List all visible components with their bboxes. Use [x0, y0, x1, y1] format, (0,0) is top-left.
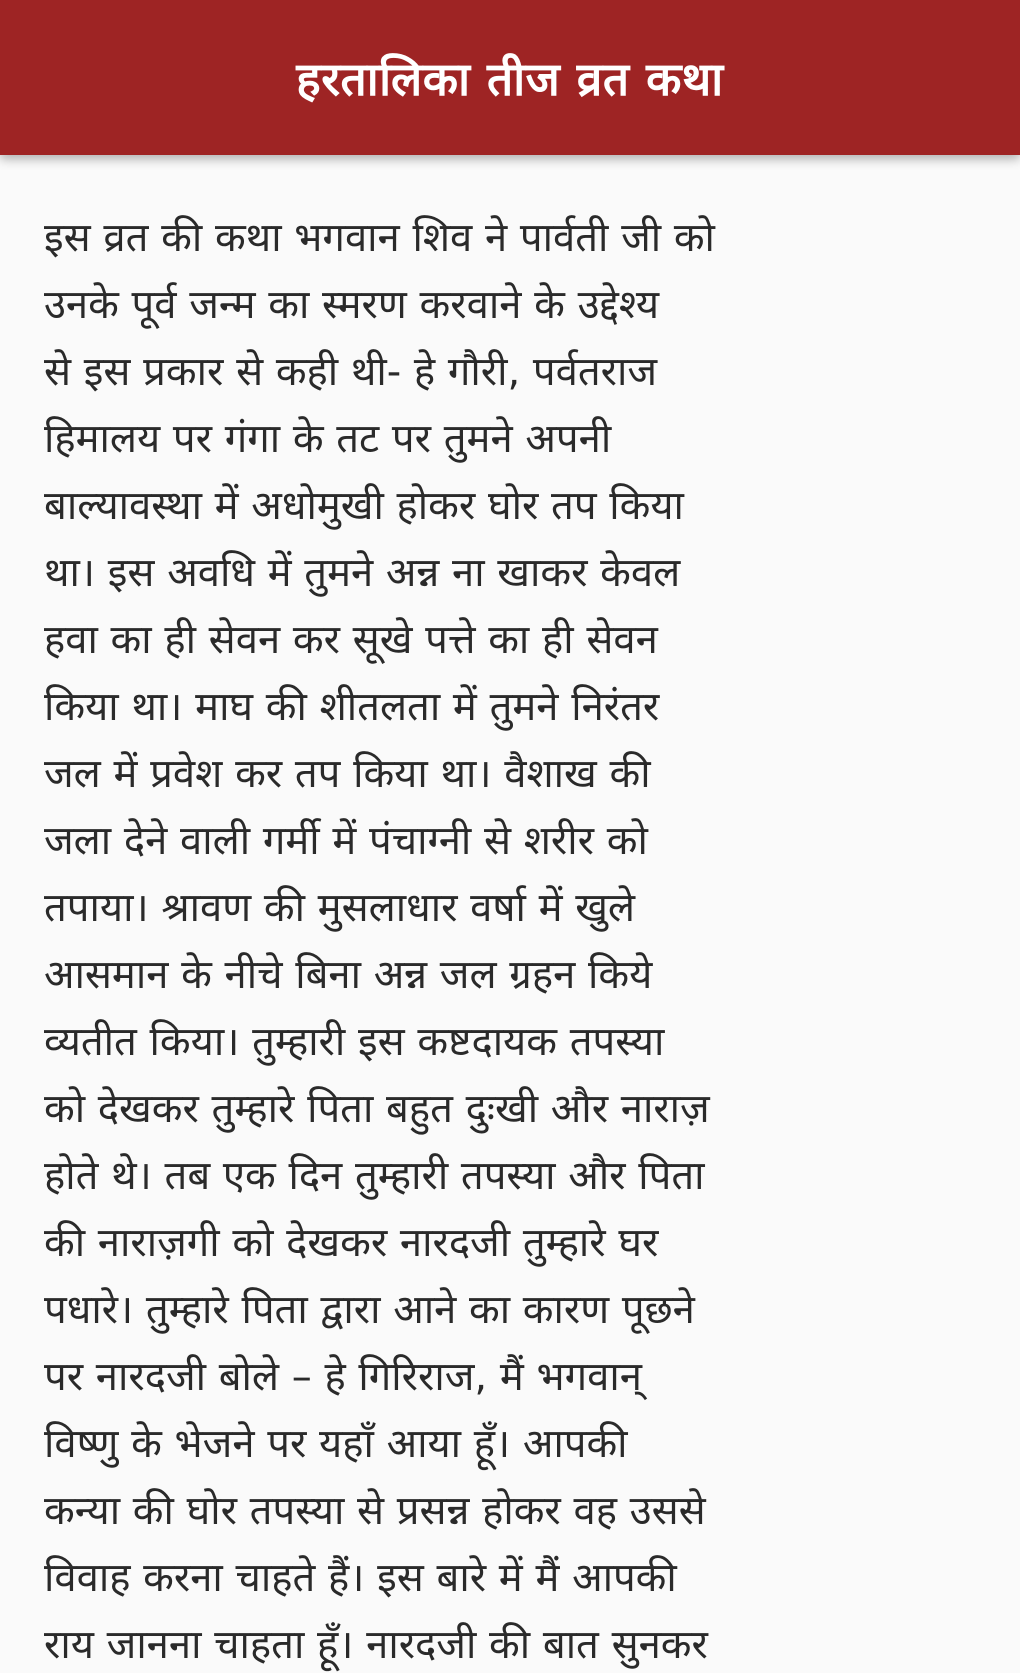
- story-line: हवा का ही सेवन कर सूखे पत्ते का ही सेवन: [44, 617, 658, 663]
- story-line: किया था। माघ की शीतलता में तुमने निरंतर: [44, 684, 660, 730]
- story-text: [0, 155, 1020, 1673]
- story-line: इस व्रत की कथा भगवान शिव ने पार्वती जी को: [44, 215, 715, 261]
- story-line: पर नारदजी बोले – हे गिरिराज, मैं भगवान्: [44, 1354, 642, 1400]
- story-scroll-area[interactable]: [0, 155, 1020, 1673]
- story-line: की नाराज़गी को देखकर नारदजी तुम्हारे घर: [44, 1220, 659, 1266]
- page-title: हरतालिका तीज व्रत कथा: [296, 51, 724, 106]
- story-line: से इस प्रकार से कही थी- हे गौरी, पर्वतराज: [44, 349, 658, 395]
- story-line: तपाया। श्रावण की मुसलाधार वर्षा में खुले: [44, 885, 636, 931]
- story-line: उनके पूर्व जन्म का स्मरण करवाने के उद्देश्य: [44, 282, 660, 328]
- story-line: जला देने वाली गर्मी में पंचाग्नी से शरीर को: [44, 818, 648, 864]
- story-line: होते थे। तब एक दिन तुम्हारी तपस्या और पिता: [44, 1153, 705, 1199]
- story-line: था। इस अवधि में तुमने अन्न ना खाकर केवल: [44, 550, 681, 596]
- app-bar: [0, 0, 1020, 155]
- story-line: पधारे। तुम्हारे पिता द्वारा आने का कारण पूछने: [44, 1287, 695, 1333]
- story-line: व्यतीत किया। तुम्हारी इस कष्टदायक तपस्या: [44, 1019, 665, 1065]
- story-line: आसमान के नीचे बिना अन्न जल ग्रहन किये: [44, 952, 653, 998]
- story-line: को देखकर तुम्हारे पिता बहुत दुःखी और नाराज़: [44, 1086, 710, 1132]
- story-line: जल में प्रवेश कर तप किया था। वैशाख की: [44, 751, 651, 797]
- story-line: बाल्यावस्था में अधोमुखी होकर घोर तप किया: [44, 483, 684, 529]
- story-line: विवाह करना चाहते हैं। इस बारे में मैं आपकी: [44, 1555, 677, 1601]
- story-line: राय जानना चाहता हूँ। नारदजी की बात सुनकर: [44, 1622, 708, 1668]
- story-line: विष्णु के भेजने पर यहाँ आया हूँ। आपकी: [44, 1421, 628, 1467]
- story-line: कन्या की घोर तपस्या से प्रसन्न होकर वह उससे: [44, 1488, 706, 1534]
- story-line: हिमालय पर गंगा के तट पर तुमने अपनी: [44, 416, 612, 462]
